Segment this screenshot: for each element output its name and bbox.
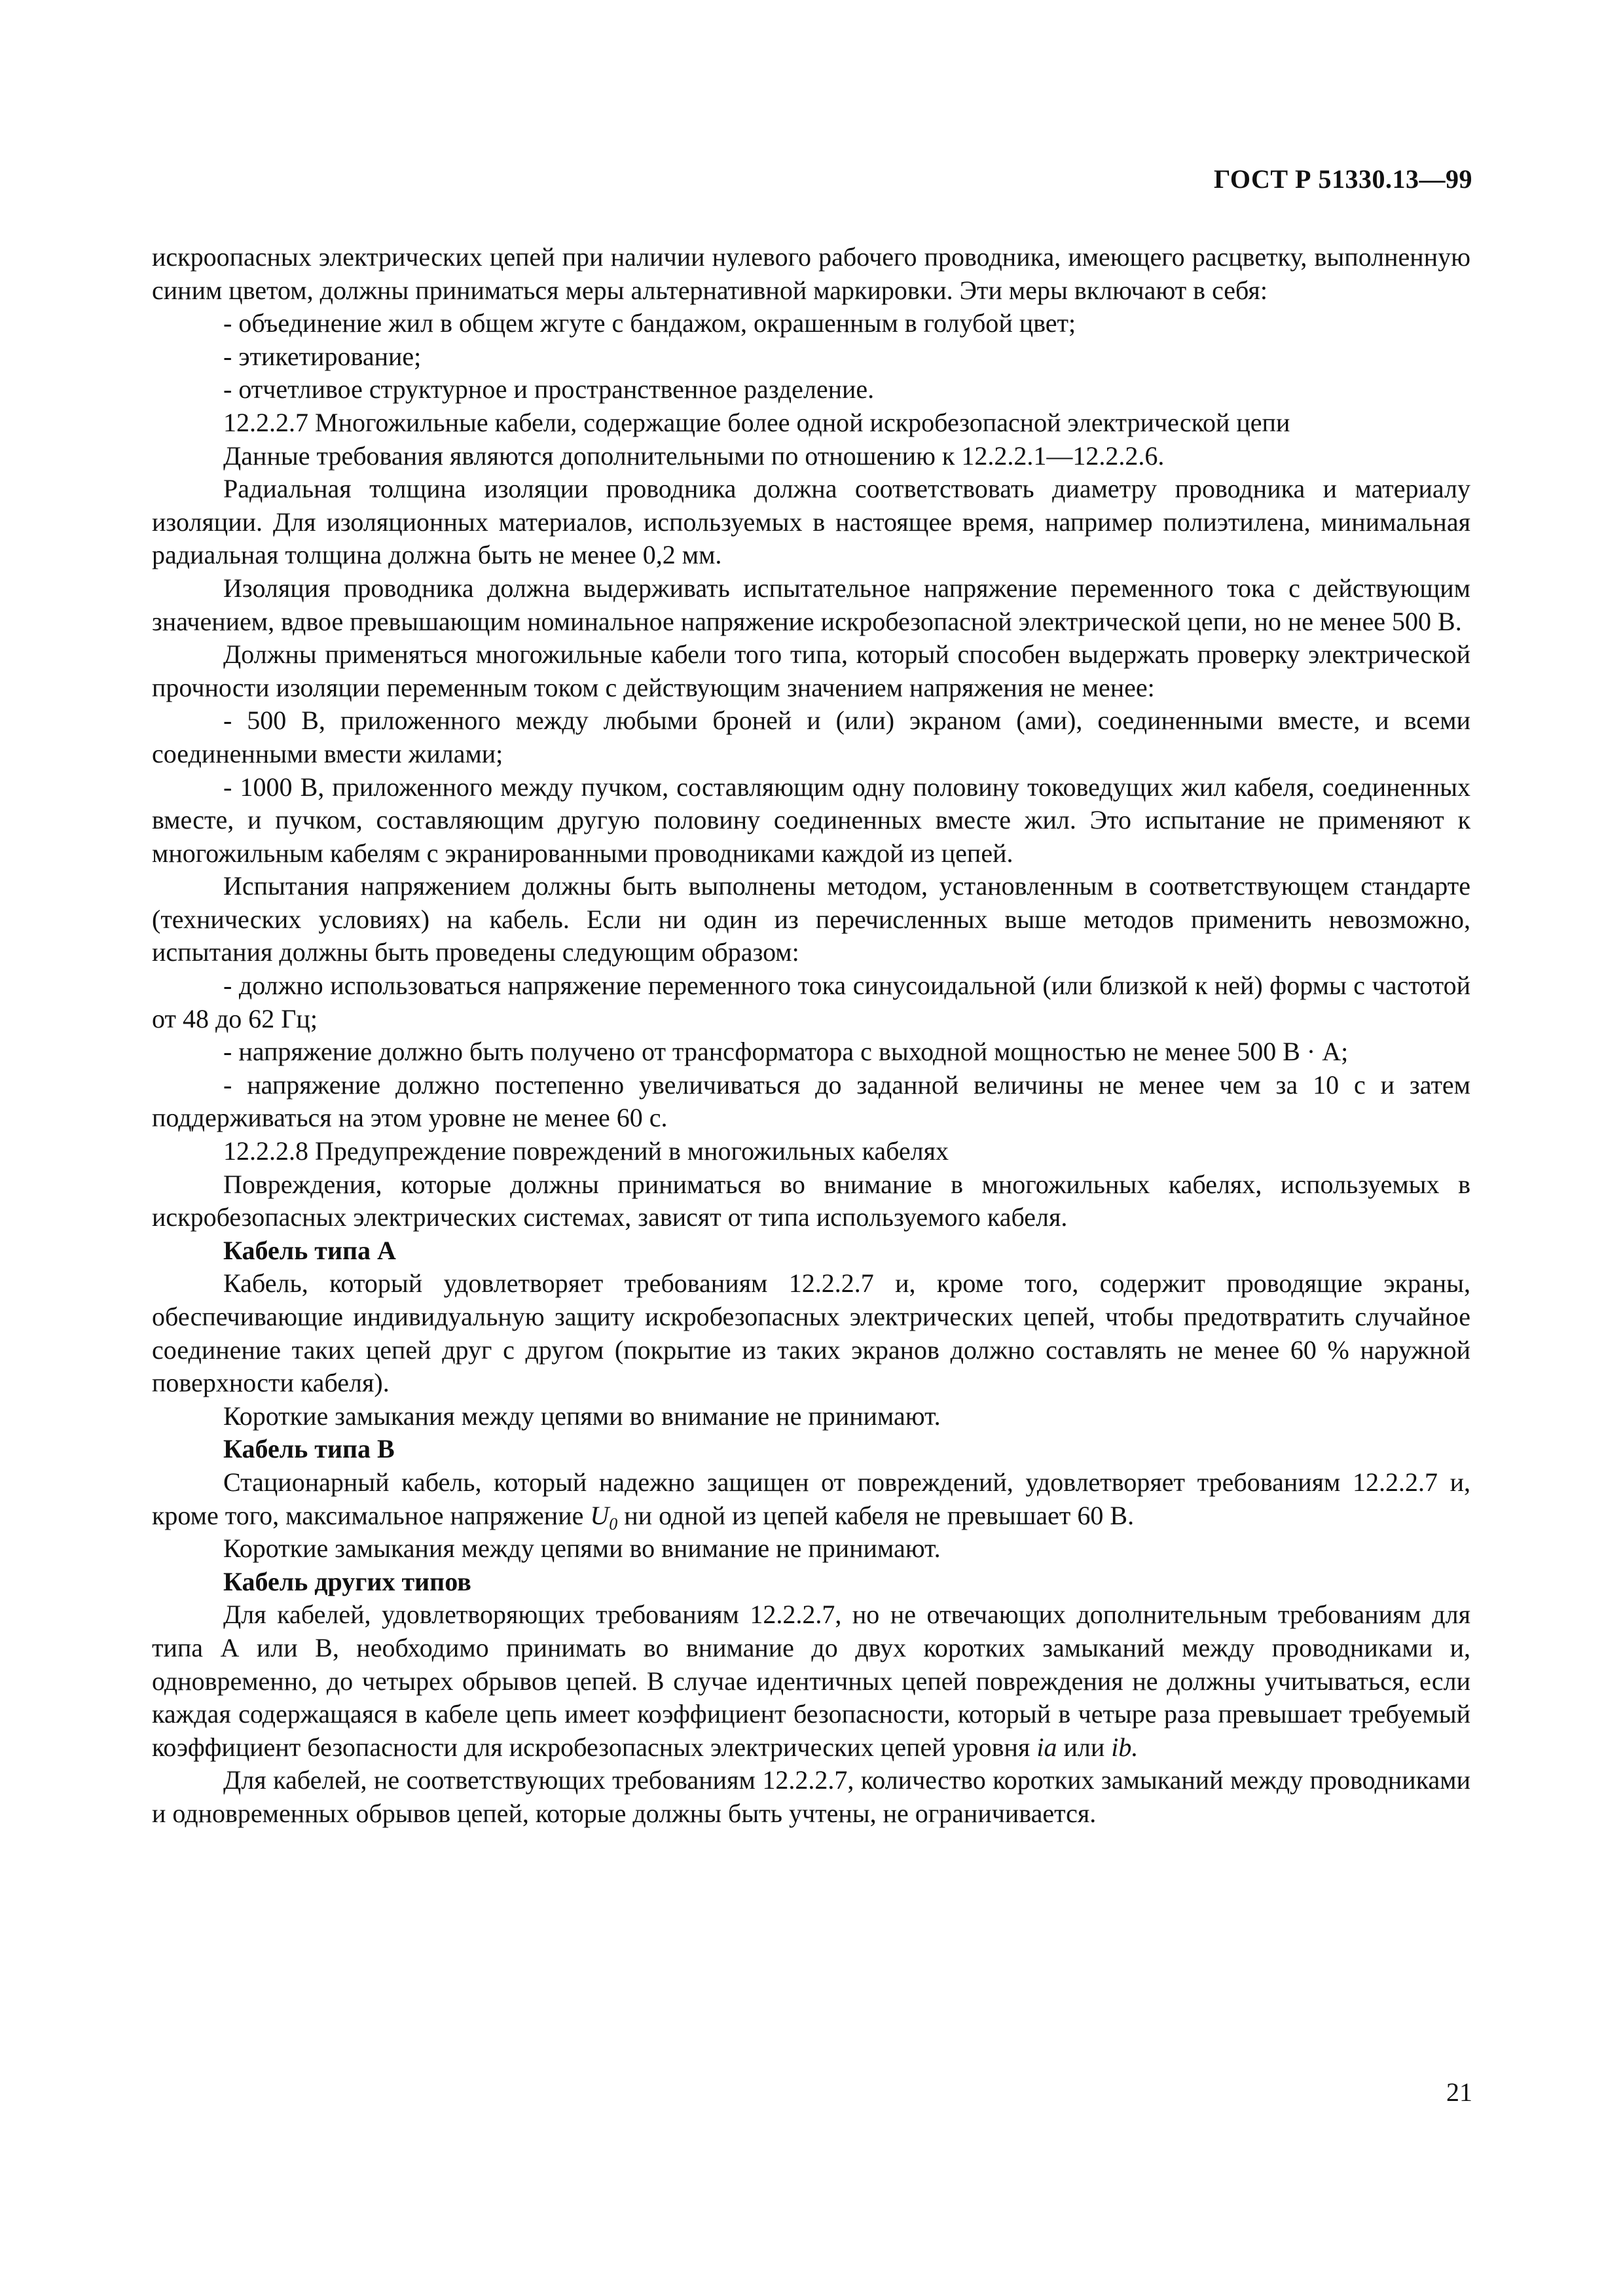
symbol-letter: U: [590, 1500, 610, 1530]
paragraph: Короткие замыкания между цепями во внимание не принимают.: [223, 1534, 941, 1564]
section-heading: 12.2.2.7 Многожильные кабели, содержащие более одной искробезопасной электрической цепи: [223, 407, 1290, 437]
section-heading: 12.2.2.8 Предупреждение повреждений в многожильных кабелях: [223, 1136, 949, 1166]
paragraph: искроопасных электрических цепей при наличии нулевого рабочего проводника, имеющего расцветку, выполненную синим цветом, должны приниматься меры альтернативной маркировки. Эти меры включают в себя:: [152, 242, 1470, 305]
page-number: 21: [1446, 2077, 1472, 2107]
list-item: - 1000 В, приложенного между пучком, составляющим одну половину токоведущих жил кабеля, соединенных вместе, и пучком, составляющим другую половину соединенных вместе жил. Это испытание не применяют к многожильным кабелям с экранированными проводниками каждой из цепей.: [152, 772, 1470, 868]
level-ia: ia: [1036, 1732, 1057, 1762]
paragraph: Должны применяться многожильные кабели того типа, который способен выдержать проверку электрической прочности изоляции переменным током с действующим значением напряжения не менее:: [152, 639, 1470, 702]
list-item: - напряжение должно постепенно увеличиваться до заданной величины не менее чем за 10 с и затем поддерживаться на этом уровне не менее 60 с.: [152, 1069, 1470, 1133]
paragraph: [152, 1466, 1470, 1532]
subheading-other-cables: Кабель других типов: [223, 1566, 471, 1596]
paragraph: Кабель, который удовлетворяет требованиям 12.2.2.7 и, кроме того, содержит проводящие экраны, обеспечивающие индивидуальную защиту искробезопасных электрических цепей, чтобы предотвратить случайное соединение таких цепей друг с другом (покрытие из таких экранов должно составлять не менее 60 % наружной поверхности кабеля).: [152, 1268, 1470, 1398]
text-run: Для кабелей, удовлетворяющих требованиям 12.2.2.7, но не отвечающих дополнительным требованиям для типа А или В, необходимо принимать во внимание до двух коротких замыканий между проводниками и, одновременно, до четырех обрывов цепей. В случае идентичных цепей повреждения не должны учитываться, если каждая содержащаяся в кабеле цепь имеет коэффициент безопасности, который в четыре раза превышает требуемый коэффициент безопасности для искробезопасных электрических цепей уровня: [152, 1600, 1470, 1762]
text-run: или: [1063, 1732, 1105, 1762]
text-run: Стационарный кабель, который надежно защищен от повреждений, удовлетворяет требованиям 12.2.2.7 и, кроме того, максимальное напряжение: [152, 1467, 1470, 1530]
voltage-symbol: [590, 1500, 618, 1534]
paragraph: Данные требования являются дополнительными по отношению к 12.2.2.1—12.2.2.6.: [223, 440, 1165, 471]
paragraph: Изоляция проводника должна выдерживать испытательное напряжение переменного тока с действующим значением, вдвое превышающим номинальное напряжение искробезопасной электрической цепи, но не менее 500 В.: [152, 573, 1470, 636]
level-ib: ib.: [1111, 1732, 1139, 1762]
paragraph: [152, 1598, 1470, 1764]
subheading-cable-type-a: Кабель типа А: [223, 1235, 396, 1265]
document-body: [152, 241, 1470, 1831]
paragraph: Радиальная толщина изоляции проводника должна соответствовать диаметру проводника и материалу изоляции. Для изоляционных материалов, используемых в настоящее время, например полиэтилена, минимальная радиальная толщина должна быть не менее 0,2 мм.: [152, 474, 1470, 570]
list-item: - этикетирование;: [223, 341, 422, 371]
paragraph: Короткие замыкания между цепями во внимание не принимают.: [223, 1401, 941, 1431]
paragraph: Для кабелей, не соответствующих требованиям 12.2.2.7, количество коротких замыканий между проводниками и одновременных обрывов цепей, которые должны быть учтены, не ограничивается.: [152, 1765, 1470, 1828]
list-item: - 500 В, приложенного между любыми броней и (или) экраном (ами), соединенными вместе, и всеми соединенными вмести жилами;: [152, 706, 1470, 768]
paragraph: Испытания напряжением должны быть выполнены методом, установленным в соответствующем стандарте (технических условиях) на кабель. Если ни один из перечисленных выше методов применить невозможно, испытания должны быть проведены следующим образом:: [152, 871, 1470, 967]
text-run: ни одной из цепей кабеля не превышает 60 В.: [624, 1500, 1135, 1530]
list-item: - отчетливое структурное и пространственное разделение.: [223, 374, 875, 404]
list-item: - напряжение должно быть получено от трансформатора с выходной мощностью не менее 500 В · А;: [223, 1037, 1349, 1067]
document-code: ГОСТ Р 51330.13—99: [1213, 164, 1472, 194]
list-item: - должно использоваться напряжение переменного тока синусоидальной (или близкой к ней) формы с частотой от 48 до 62 Гц;: [152, 971, 1470, 1033]
paragraph: Повреждения, которые должны приниматься во внимание в многожильных кабелях, используемых в искробезопасных электрических системах, зависят от типа используемого кабеля.: [152, 1169, 1470, 1232]
subheading-cable-type-b: Кабель типа В: [223, 1434, 395, 1464]
symbol-subscript: 0: [609, 1514, 618, 1534]
list-item: - объединение жил в общем жгуте с бандажом, окрашенным в голубой цвет;: [223, 308, 1076, 338]
